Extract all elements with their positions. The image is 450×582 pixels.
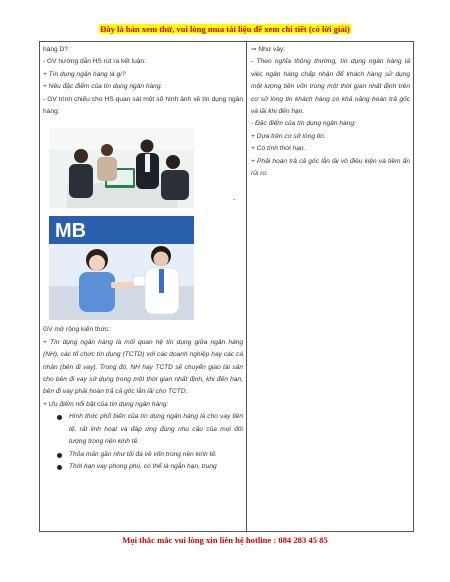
left-line-6: GV mở rộng kiến thức: <box>43 326 111 334</box>
list-item: Thời hạn vay phong phú, có thể là ngắn hạn, trung <box>43 461 243 473</box>
right-line-5: + Có tính thời hạn. <box>251 145 306 153</box>
preview-banner-text: Đây là bản xem thử, vui lòng mua tài liệu để xem chi tiết (có lời giải) <box>100 24 350 34</box>
advantage-list <box>43 411 243 473</box>
list-item: Hình thức phổ biến của tín dụng ngân hàng là cho vay tiền tệ, rất linh hoạt và đáp ứng đúng nhu cầu của mọi đối tượng trong nền kinh tế. <box>43 411 243 448</box>
bullet-icon <box>57 465 62 470</box>
right-line-4: + Dựa trên cơ sở lòng tin. <box>251 132 326 140</box>
photo-bank-counter <box>49 216 194 320</box>
right-cell <box>251 44 410 180</box>
preview-banner <box>0 24 450 34</box>
stray-dash: - <box>233 196 236 203</box>
left-line-3: + Tín dụng ngân hàng là gì? <box>43 70 126 78</box>
bullet-icon <box>57 453 62 458</box>
photo-meeting <box>49 128 194 208</box>
right-line-6: + Phải hoàn trả cả gốc lẫn lãi vô điều kiện và tiềm ẩn rủi ro. <box>251 157 410 178</box>
left-cell <box>43 44 243 473</box>
left-line-1: hàng D? <box>43 46 68 53</box>
left-line-5: - GV trình chiếu cho HS quan sát một số hình ảnh về tín dụng ngân hàng: <box>43 95 243 116</box>
bank-sign-text: MB <box>55 220 87 243</box>
column-divider <box>246 42 247 531</box>
left-line-7: + Ưu điểm nổi bật của tín dụng ngân hàng: <box>43 400 169 408</box>
left-paragraph-1: + Tín dụng ngân hàng là mối quan hệ tín dụng giữa ngân hàng (NH), các tổ chức tín dụng (TCTD) với các doanh nghiệp hay các cá nhân (bên đi vay). Trong đó, NH hay TCTD sẽ chuyển giao tài sản cho bên đi vay sử dụng trong một thời gian nhất định, khi đến hạn, bên đi vay phải hoàn trả cả gốc lẫn lãi cho TCTD. <box>43 338 243 396</box>
bullet-icon <box>57 415 62 420</box>
right-line-3: - Đặc điểm của tín dụng ngân hàng: <box>251 120 356 128</box>
lesson-table <box>39 41 414 532</box>
left-line-2: - GV hướng dẫn HS rút ra kết luận: <box>43 58 146 66</box>
left-line-4: + Nêu đặc điểm của tín dụng ngân hàng. <box>43 83 163 91</box>
right-paragraph-1: - Theo nghĩa thông thường, tín dụng ngân hàng là việc ngân hàng chấp nhận để khách hàng sử dụng một lượng tiền vốn trong một thời gian nhất định trên cơ sở lòng tin khách hàng có khả năng hoàn trả gốc và lãi khi đến hạn. <box>251 58 410 116</box>
list-item: Thỏa mãn gần như tối đa về vốn trong nền kinh tế. <box>43 449 243 461</box>
right-line-1: ⇒ Như vậy: <box>251 46 286 53</box>
hotline-banner: Mọi thắc mắc vui lòng xin liên hệ hotline : 084 283 45 85 <box>122 535 328 545</box>
